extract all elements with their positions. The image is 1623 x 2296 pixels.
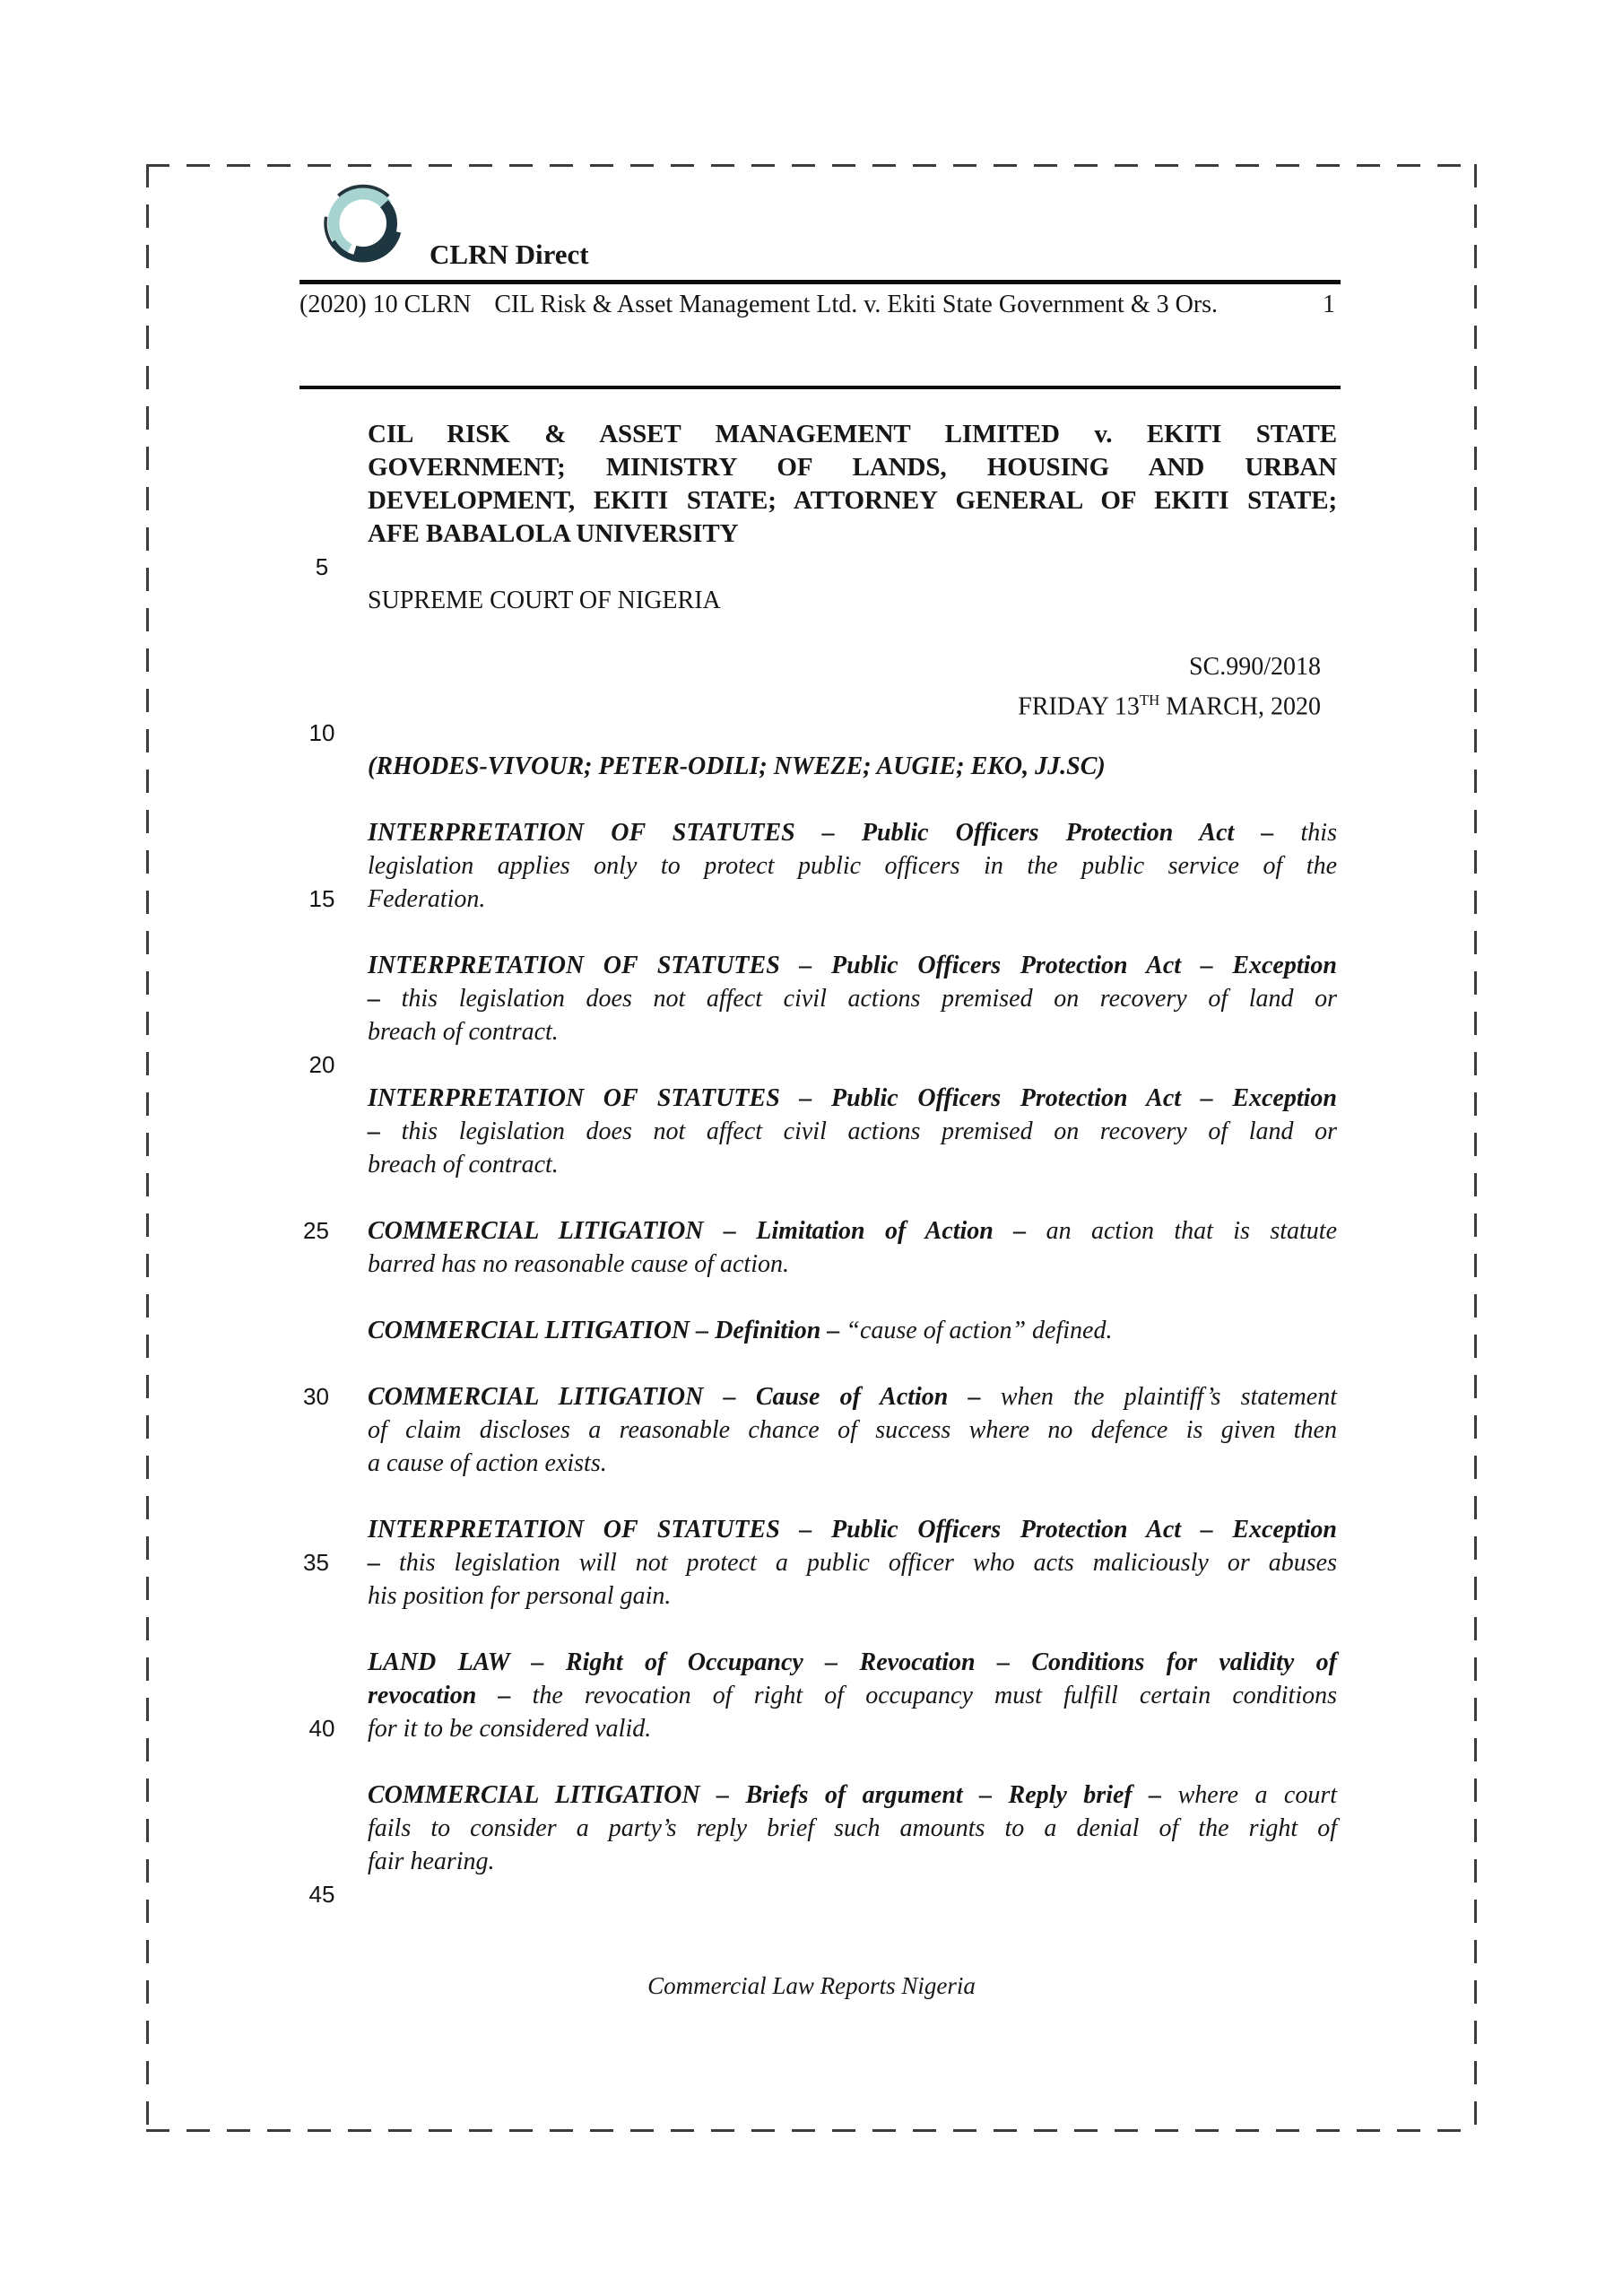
running-head-citation: (2020) 10 CLRN — [299, 291, 472, 318]
line-number: 30 — [303, 1383, 329, 1410]
line-number: 25 — [303, 1217, 329, 1244]
text-line — [303, 1380, 1337, 1413]
text-run: GOVERNMENT; MINISTRY OF LANDS, HOUSING AND URBAN — [368, 453, 1337, 482]
text-run: where a court — [1177, 1781, 1337, 1809]
footer-imprint: Commercial Law Reports Nigeria — [647, 1972, 976, 1999]
text-run: INTERPRETATION OF STATUTES – Public Officers Protection Act – — [368, 819, 1301, 847]
clrn-logo-icon — [312, 176, 416, 274]
text-line — [368, 650, 1337, 683]
text-run: CIL RISK & ASSET MANAGEMENT LIMITED v. EKITI STATE — [368, 420, 1337, 448]
text-line — [368, 1779, 1337, 1812]
running-head-page-number: 1 — [1323, 291, 1335, 318]
text-line — [368, 1646, 1337, 1679]
text-run: SUPREME COURT OF NIGERIA — [368, 587, 721, 614]
text-run: the revocation of right of occupancy must fulfill certain conditions — [532, 1682, 1337, 1709]
text-run: TH — [1139, 691, 1160, 709]
blank-line — [308, 717, 1337, 750]
blank-line — [368, 1281, 1337, 1314]
blank-line — [308, 1878, 1337, 1911]
text-line — [368, 1579, 1337, 1613]
text-line — [368, 683, 1337, 721]
text-run: COMMERCIAL LITIGATION – Definition – — [368, 1317, 846, 1344]
text-run: COMMERCIAL LITIGATION – Cause of Action – — [368, 1383, 1001, 1411]
text-run: a cause of action exists. — [368, 1449, 607, 1477]
blank-line — [368, 1181, 1337, 1214]
blank-line — [368, 1347, 1337, 1380]
text-run: – — [368, 1549, 400, 1577]
text-line — [368, 517, 1337, 551]
text-line — [303, 1214, 1337, 1248]
text-line — [368, 816, 1337, 849]
text-line — [368, 451, 1337, 484]
blank-line — [315, 551, 1337, 584]
blank-line — [368, 1480, 1337, 1513]
text-run: LAND LAW – Right of Occupancy – Revocation – Conditions for validity of — [368, 1648, 1337, 1676]
text-line — [368, 1148, 1337, 1181]
text-run: of claim discloses a reasonable chance of success where no defence is given then — [368, 1416, 1337, 1444]
text-run: breach of contract. — [368, 1018, 559, 1046]
text-line — [368, 982, 1337, 1015]
header-rule-top — [299, 280, 1341, 284]
text-line — [368, 1447, 1337, 1480]
header-rule-bottom — [299, 386, 1341, 389]
page-border-left — [146, 164, 149, 2132]
line-number: 35 — [303, 1549, 329, 1576]
text-run: barred has no reasonable cause of action. — [368, 1250, 789, 1278]
text-line — [368, 1679, 1337, 1712]
line-number: 45 — [308, 1881, 335, 1908]
blank-line — [368, 783, 1337, 816]
text-run: SC.990/2018 — [1188, 653, 1321, 681]
text-line — [368, 484, 1337, 517]
text-run: this — [1300, 819, 1337, 847]
text-run: revocation – — [368, 1682, 533, 1709]
text-run: fair hearing. — [368, 1848, 495, 1875]
blank-line — [368, 617, 1337, 650]
text-run: an action that is statute — [1046, 1217, 1337, 1245]
line-number: 5 — [315, 553, 329, 580]
text-run: this legislation does not affect civil actions premised on recovery of land or — [401, 1118, 1338, 1145]
text-run: INTERPRETATION OF STATUTES – Public Officers Protection Act – Exception — [368, 952, 1337, 979]
text-run: AFE BABALOLA UNIVERSITY — [368, 519, 739, 548]
text-run: for it to be considered valid. — [368, 1715, 652, 1743]
blank-line — [368, 1745, 1337, 1779]
text-line — [368, 1413, 1337, 1447]
text-line — [368, 1115, 1337, 1148]
text-run: – — [368, 985, 402, 1013]
text-run: FRIDAY 13 — [1018, 692, 1140, 721]
text-run: DEVELOPMENT, EKITI STATE; ATTORNEY GENERAL OF EKITI STATE; — [368, 486, 1337, 515]
text-run: breach of contract. — [368, 1151, 559, 1178]
text-run: “cause of action” defined. — [846, 1317, 1113, 1344]
line-number: 20 — [308, 1051, 335, 1078]
blank-line — [368, 1613, 1337, 1646]
text-line — [368, 418, 1337, 451]
line-number: 40 — [308, 1715, 335, 1742]
page-border-bottom — [146, 2129, 1477, 2132]
line-number: 10 — [308, 719, 335, 746]
text-run: this legislation will not protect a public officer who acts maliciously or abuses — [399, 1549, 1337, 1577]
text-run: INTERPRETATION OF STATUTES – Public Officers Protection Act – Exception — [368, 1084, 1337, 1112]
blank-line — [308, 1048, 1337, 1082]
text-line — [368, 1812, 1337, 1845]
text-line — [368, 584, 1337, 617]
text-line — [368, 1082, 1337, 1115]
text-line — [368, 1248, 1337, 1281]
page-border-top — [146, 164, 1477, 167]
text-run: this legislation does not affect civil actions premised on recovery of land or — [401, 985, 1338, 1013]
text-run: MARCH, 2020 — [1159, 692, 1321, 721]
text-line — [308, 1712, 1337, 1745]
text-run: fails to consider a party’s reply brief such amounts to a denial of the right of — [368, 1814, 1337, 1842]
text-line — [368, 849, 1337, 883]
content-column — [303, 418, 1338, 1911]
text-line — [303, 1546, 1337, 1579]
text-run: his position for personal gain. — [368, 1582, 672, 1610]
text-run: when the plaintiff’s statement — [1000, 1383, 1337, 1411]
text-line — [368, 1314, 1337, 1347]
text-run: Federation. — [368, 885, 486, 913]
text-line — [368, 750, 1337, 783]
text-run: COMMERCIAL LITIGATION – Limitation of Action – — [368, 1217, 1046, 1245]
text-line — [368, 1845, 1337, 1878]
text-run: (RHODES-VIVOUR; PETER-ODILI; NWEZE; AUGIE; EKO, JJ.SC) — [368, 752, 1106, 780]
text-run: INTERPRETATION OF STATUTES – Public Officers Protection Act – Exception — [368, 1516, 1337, 1544]
brand-label: CLRN Direct — [430, 239, 589, 270]
text-line — [308, 883, 1337, 916]
running-head-case: CIL Risk & Asset Management Ltd. v. Ekiti State Government & 3 Ors. — [494, 291, 1219, 318]
text-run: COMMERCIAL LITIGATION – Briefs of argument – Reply brief – — [368, 1781, 1178, 1809]
text-run: – — [368, 1118, 402, 1145]
text-line — [368, 1513, 1337, 1546]
line-number: 15 — [308, 885, 335, 912]
page-border-right — [1474, 164, 1477, 2132]
text-line — [368, 1015, 1337, 1048]
blank-line — [368, 916, 1337, 949]
text-line — [368, 949, 1337, 982]
running-head — [299, 288, 1341, 322]
text-run: legislation applies only to protect public officers in the public service of the — [368, 852, 1337, 880]
